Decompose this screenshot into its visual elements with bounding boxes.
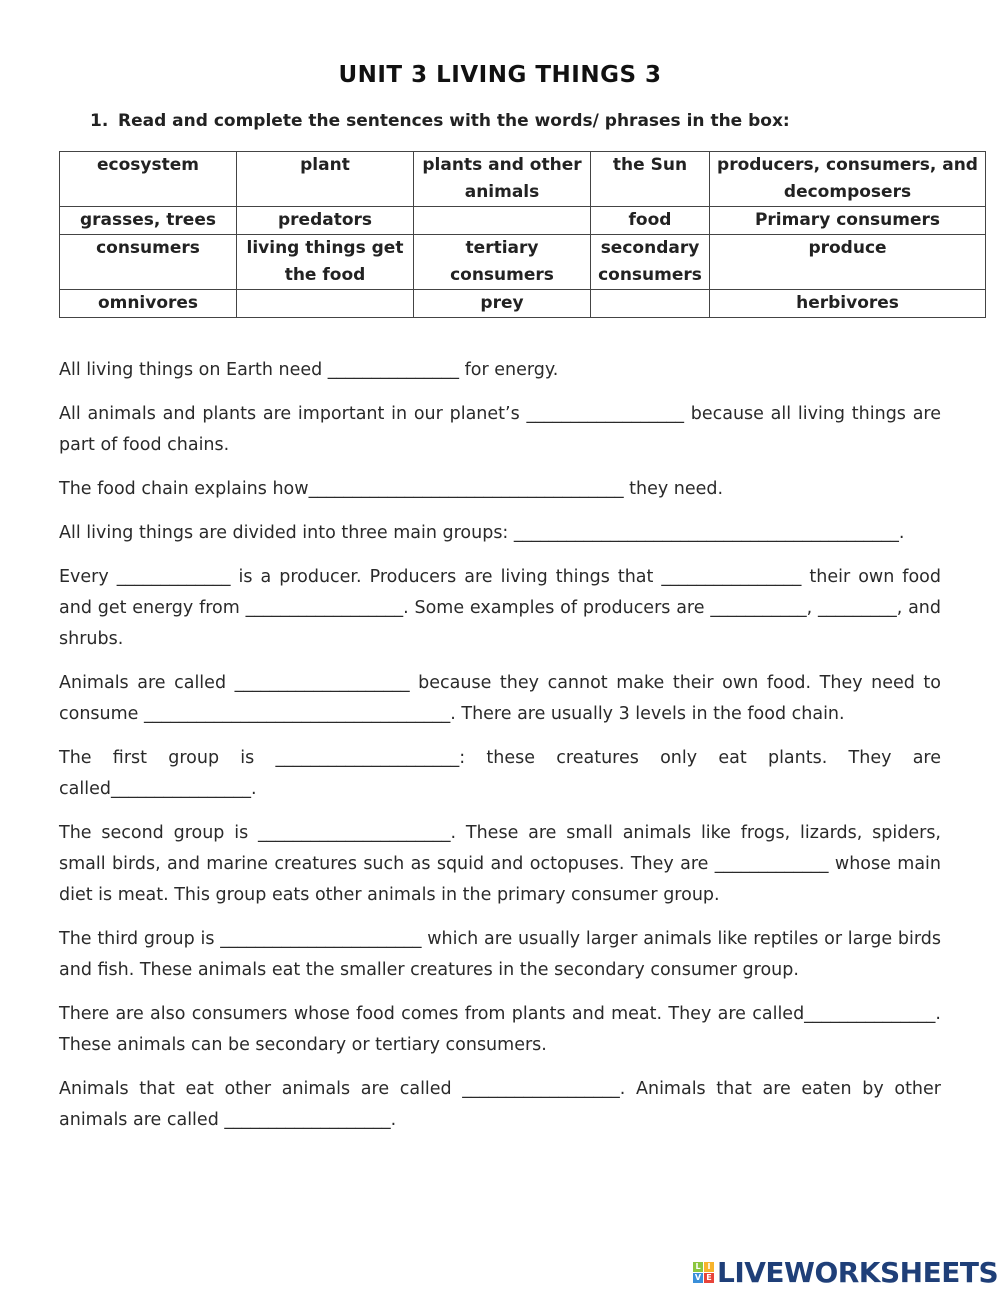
sentence-paragraph: The first group is _____________________: these creatures only eat plants. They are called________________. [59, 748, 941, 799]
word-box-cell: omnivores [60, 290, 237, 318]
word-box-cell [414, 207, 591, 235]
word-box-cell: consumers [60, 235, 237, 290]
word-box-cell: living things get the food [237, 235, 414, 290]
word-box-cell: predators [237, 207, 414, 235]
word-box-cell: prey [414, 290, 591, 318]
word-box-row [60, 290, 986, 318]
word-box-cell: plants and other animals [414, 152, 591, 207]
logo-tile: L [693, 1262, 703, 1272]
sentence-paragraph: The third group is _______________________ which are usually larger animals like reptiles or large birds and fish. These animals eat the smaller creatures in the secondary consumer group. [59, 929, 941, 980]
logo-text: LIVEWORKSHEETS [717, 1256, 999, 1289]
instruction-text: Read and complete the sentences with the words/ phrases in the box: [118, 111, 790, 131]
word-box-cell: tertiary consumers [414, 235, 591, 290]
word-box-cell: food [591, 207, 710, 235]
word-box-cell: grasses, trees [60, 207, 237, 235]
instruction [90, 111, 790, 131]
word-box-cell: Primary consumers [710, 207, 986, 235]
sentence-paragraph: All animals and plants are important in our planet’s __________________ because all living things are part of food chains. [59, 404, 941, 455]
word-box-cell: ecosystem [60, 152, 237, 207]
word-box-cell: produce [710, 235, 986, 290]
logo-tile: V [694, 1273, 702, 1282]
word-box-row [60, 152, 986, 207]
instruction-number: 1. [90, 111, 109, 131]
word-box-row [60, 235, 986, 290]
word-box-cell [591, 290, 710, 318]
worksheet-title: UNIT 3 LIVING THINGS 3 [338, 62, 662, 88]
sentence-paragraph: Animals that eat other animals are called __________________. Animals that are eaten by other animals are called ___________________. [59, 1079, 941, 1130]
word-box-cell: secondary consumers [591, 235, 710, 290]
sentence-paragraph: All living things on Earth need _______________ for energy. [59, 360, 559, 380]
sentence-paragraph: There are also consumers whose food comes from plants and meat. They are called_______________. These animals can be secondary or tertiary consumers. [59, 1004, 941, 1055]
word-box [59, 151, 986, 318]
word-box-cell: the Sun [591, 152, 710, 207]
word-box-cell: producers, consumers, and decomposers [710, 152, 986, 207]
word-box-cell: herbivores [710, 290, 986, 318]
word-box-cell [237, 290, 414, 318]
sentence-paragraph: Animals are called ____________________ because they cannot make their own food. They need to consume ___________________________________. There are usually 3 levels in the food chain. [59, 673, 941, 724]
exercise-text [59, 355, 941, 1149]
sentence-paragraph: The second group is ______________________. These are small animals like frogs, lizards, spiders, small birds, and marine creatures such as squid and octopuses. They are _____________ whose main diet is meat. This group eats other animals in the primary consumer group. [59, 823, 941, 905]
logo-tiles-icon [693, 1262, 714, 1283]
word-box-row [60, 207, 986, 235]
logo-tile: I [704, 1262, 714, 1272]
word-box-cell: plant [237, 152, 414, 207]
logo-tile: E [704, 1273, 714, 1283]
liveworksheets-logo [693, 1256, 998, 1289]
sentence-paragraph: All living things are divided into three main groups: ____________________________________________. [59, 523, 905, 543]
sentence-paragraph: The food chain explains how____________________________________ they need. [59, 479, 724, 499]
sentence-paragraph: Every _____________ is a producer. Producers are living things that ________________ their own food and get energy from __________________. Some examples of producers are ___________, _________, and shrubs. [59, 567, 941, 649]
